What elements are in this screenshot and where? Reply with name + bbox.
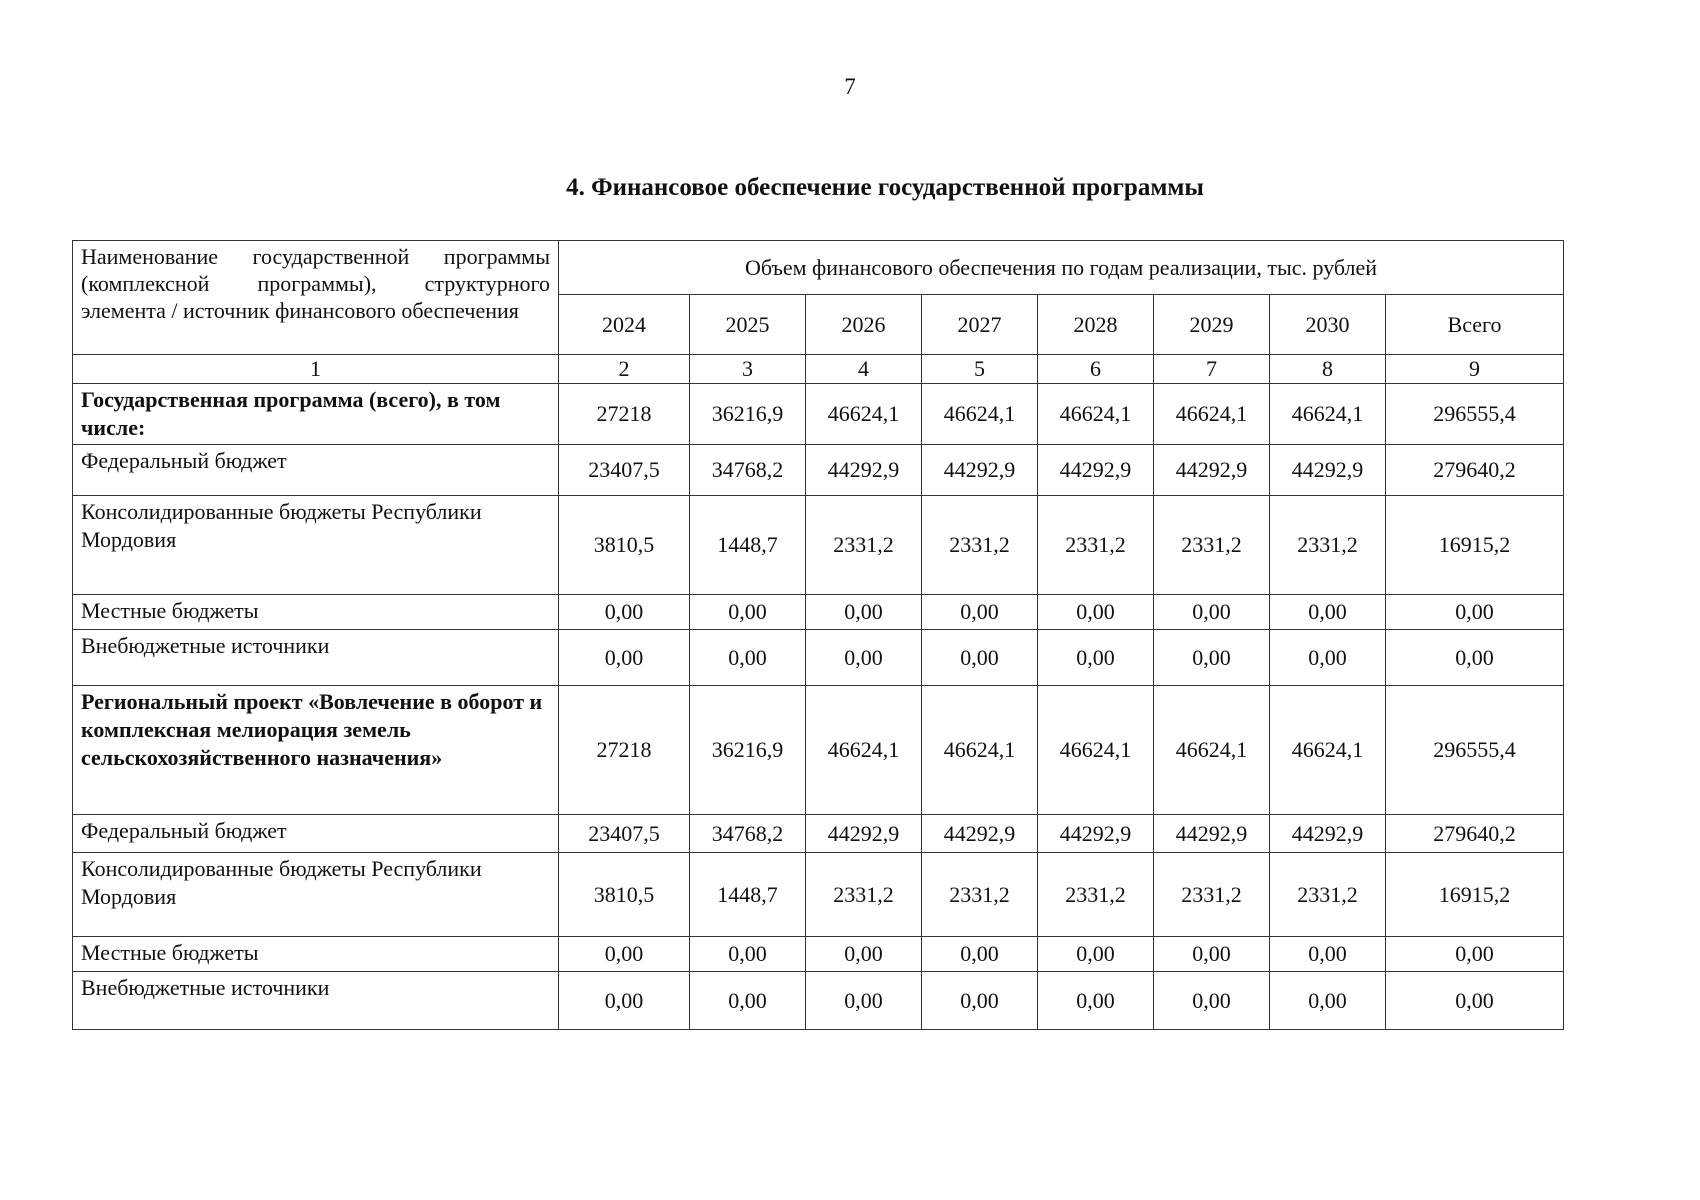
value-cell: 44292,9 bbox=[1154, 445, 1270, 496]
value-cell: 0,00 bbox=[806, 595, 922, 630]
column-number: 6 bbox=[1038, 355, 1154, 384]
year-header: 2026 bbox=[806, 295, 922, 355]
column-number: 8 bbox=[1270, 355, 1386, 384]
value-cell: 46624,1 bbox=[922, 686, 1038, 815]
table-row bbox=[73, 630, 1564, 686]
value-cell: 2331,2 bbox=[1154, 496, 1270, 595]
value-cell: 0,00 bbox=[922, 630, 1038, 686]
row-label: Местные бюджеты bbox=[73, 937, 559, 972]
value-cell: 0,00 bbox=[1154, 972, 1270, 1030]
value-cell: 27218 bbox=[559, 384, 690, 445]
column-number: 9 bbox=[1386, 355, 1564, 384]
value-cell: 34768,2 bbox=[690, 815, 806, 853]
value-cell: 46624,1 bbox=[1154, 384, 1270, 445]
value-cell: 44292,9 bbox=[806, 815, 922, 853]
row-label: Федеральный бюджет bbox=[73, 815, 559, 853]
volume-header: Объем финансового обеспечения по годам реализации, тыс. рублей bbox=[559, 241, 1564, 295]
year-header: 2024 bbox=[559, 295, 690, 355]
total-cell: 16915,2 bbox=[1386, 853, 1564, 937]
value-cell: 44292,9 bbox=[1270, 815, 1386, 853]
column-number: 3 bbox=[690, 355, 806, 384]
value-cell: 0,00 bbox=[690, 937, 806, 972]
value-cell: 2331,2 bbox=[1038, 853, 1154, 937]
value-cell: 44292,9 bbox=[922, 445, 1038, 496]
financing-table bbox=[72, 240, 1564, 1030]
value-cell: 0,00 bbox=[922, 972, 1038, 1030]
value-cell: 46624,1 bbox=[1270, 384, 1386, 445]
value-cell: 0,00 bbox=[559, 630, 690, 686]
year-header: 2027 bbox=[922, 295, 1038, 355]
value-cell: 2331,2 bbox=[922, 853, 1038, 937]
value-cell: 0,00 bbox=[922, 937, 1038, 972]
total-cell: 0,00 bbox=[1386, 630, 1564, 686]
value-cell: 0,00 bbox=[1270, 972, 1386, 1030]
column-number: 4 bbox=[806, 355, 922, 384]
table-row bbox=[73, 972, 1564, 1030]
program-total-label: Государственная программа (всего), в том числе: bbox=[73, 384, 559, 445]
row-label: Внебюджетные источники bbox=[73, 972, 559, 1030]
value-cell: 44292,9 bbox=[1038, 445, 1154, 496]
value-cell: 2331,2 bbox=[1038, 496, 1154, 595]
value-cell: 46624,1 bbox=[1038, 384, 1154, 445]
table-row bbox=[73, 595, 1564, 630]
value-cell: 2331,2 bbox=[806, 496, 922, 595]
value-cell: 1448,7 bbox=[690, 853, 806, 937]
row-label: Консолидированные бюджеты Республики Мордовия bbox=[73, 496, 559, 595]
value-cell: 0,00 bbox=[1154, 937, 1270, 972]
value-cell: 0,00 bbox=[1038, 595, 1154, 630]
value-cell: 0,00 bbox=[1154, 630, 1270, 686]
value-cell: 44292,9 bbox=[1038, 815, 1154, 853]
table-row bbox=[73, 686, 1564, 815]
table-row bbox=[73, 445, 1564, 496]
value-cell: 0,00 bbox=[559, 595, 690, 630]
value-cell: 46624,1 bbox=[1038, 686, 1154, 815]
value-cell: 0,00 bbox=[1038, 937, 1154, 972]
value-cell: 44292,9 bbox=[806, 445, 922, 496]
column-number: 7 bbox=[1154, 355, 1270, 384]
value-cell: 0,00 bbox=[690, 595, 806, 630]
column-number: 1 bbox=[73, 355, 559, 384]
value-cell: 0,00 bbox=[1154, 595, 1270, 630]
value-cell: 0,00 bbox=[1270, 937, 1386, 972]
value-cell: 36216,9 bbox=[690, 384, 806, 445]
regional-project-label: Региональный проект «Вовлечение в оборот и комплексная мелиорация земель сельскохозяйственного назначения» bbox=[73, 686, 559, 815]
value-cell: 0,00 bbox=[1038, 972, 1154, 1030]
value-cell: 2331,2 bbox=[922, 496, 1038, 595]
value-cell: 44292,9 bbox=[922, 815, 1038, 853]
total-cell: 296555,4 bbox=[1386, 384, 1564, 445]
value-cell: 46624,1 bbox=[922, 384, 1038, 445]
value-cell: 0,00 bbox=[806, 937, 922, 972]
total-cell: 16915,2 bbox=[1386, 496, 1564, 595]
column-numbers-row bbox=[73, 355, 1564, 384]
value-cell: 0,00 bbox=[806, 972, 922, 1030]
header-row bbox=[73, 241, 1564, 295]
value-cell: 46624,1 bbox=[1154, 686, 1270, 815]
total-cell: 296555,4 bbox=[1386, 686, 1564, 815]
table-row bbox=[73, 937, 1564, 972]
value-cell: 27218 bbox=[559, 686, 690, 815]
value-cell: 0,00 bbox=[1270, 630, 1386, 686]
year-header: 2028 bbox=[1038, 295, 1154, 355]
value-cell: 0,00 bbox=[690, 972, 806, 1030]
row-label: Федеральный бюджет bbox=[73, 445, 559, 496]
table-row bbox=[73, 496, 1564, 595]
total-cell: 279640,2 bbox=[1386, 815, 1564, 853]
value-cell: 0,00 bbox=[690, 630, 806, 686]
table-row bbox=[73, 815, 1564, 853]
value-cell: 1448,7 bbox=[690, 496, 806, 595]
value-cell: 44292,9 bbox=[1270, 445, 1386, 496]
row-label: Консолидированные бюджеты Республики Мордовия bbox=[73, 853, 559, 937]
total-cell: 0,00 bbox=[1386, 937, 1564, 972]
value-cell: 2331,2 bbox=[1270, 853, 1386, 937]
table-row bbox=[73, 384, 1564, 445]
value-cell: 0,00 bbox=[559, 937, 690, 972]
table-row bbox=[73, 853, 1564, 937]
value-cell: 0,00 bbox=[559, 972, 690, 1030]
total-cell: 0,00 bbox=[1386, 595, 1564, 630]
total-cell: 0,00 bbox=[1386, 972, 1564, 1030]
value-cell: 23407,5 bbox=[559, 445, 690, 496]
total-cell: 279640,2 bbox=[1386, 445, 1564, 496]
column-number: 2 bbox=[559, 355, 690, 384]
year-header: 2025 bbox=[690, 295, 806, 355]
value-cell: 44292,9 bbox=[1154, 815, 1270, 853]
value-cell: 3810,5 bbox=[559, 496, 690, 595]
value-cell: 46624,1 bbox=[1270, 686, 1386, 815]
value-cell: 0,00 bbox=[1038, 630, 1154, 686]
value-cell: 34768,2 bbox=[690, 445, 806, 496]
total-header: Всего bbox=[1386, 295, 1564, 355]
value-cell: 3810,5 bbox=[559, 853, 690, 937]
value-cell: 36216,9 bbox=[690, 686, 806, 815]
value-cell: 0,00 bbox=[922, 595, 1038, 630]
value-cell: 2331,2 bbox=[1270, 496, 1386, 595]
year-header: 2030 bbox=[1270, 295, 1386, 355]
value-cell: 2331,2 bbox=[806, 853, 922, 937]
section-title: 4. Финансовое обеспечение государственной программы bbox=[566, 174, 1204, 201]
page-number: 7 bbox=[844, 74, 856, 99]
value-cell: 46624,1 bbox=[806, 384, 922, 445]
year-header: 2029 bbox=[1154, 295, 1270, 355]
name-column-header: Наименование государственной программы (комплексной программы), структурного элемента / источник финансового обеспечения bbox=[73, 241, 559, 355]
value-cell: 46624,1 bbox=[806, 686, 922, 815]
value-cell: 0,00 bbox=[1270, 595, 1386, 630]
column-number: 5 bbox=[922, 355, 1038, 384]
row-label: Внебюджетные источники bbox=[73, 630, 559, 686]
row-label: Местные бюджеты bbox=[73, 595, 559, 630]
value-cell: 2331,2 bbox=[1154, 853, 1270, 937]
value-cell: 0,00 bbox=[806, 630, 922, 686]
value-cell: 23407,5 bbox=[559, 815, 690, 853]
